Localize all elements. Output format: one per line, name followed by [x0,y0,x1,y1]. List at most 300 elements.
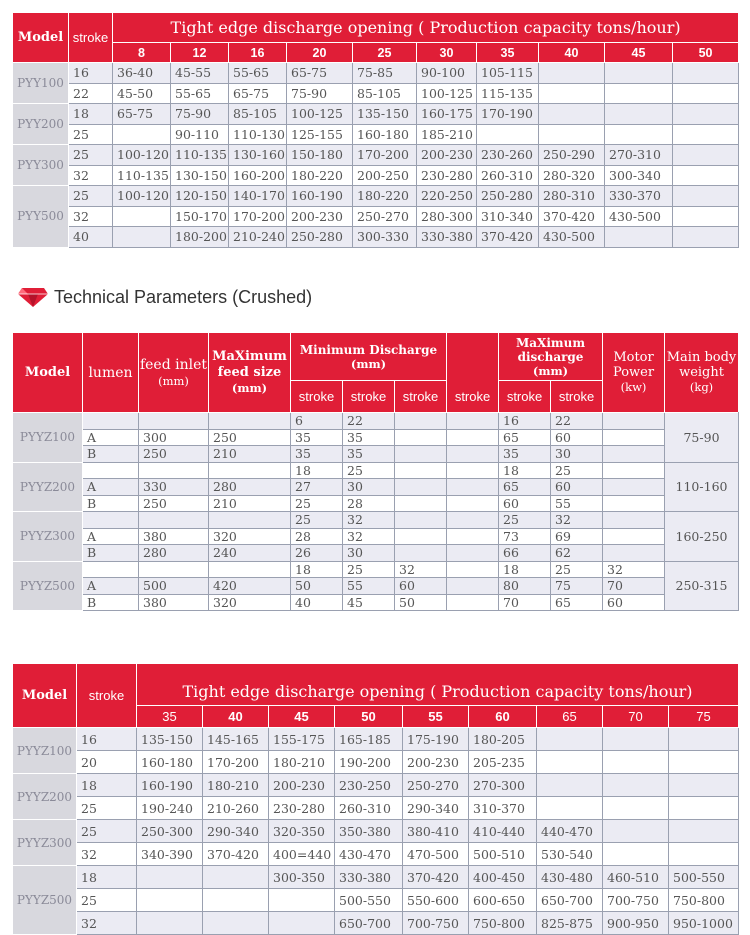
capacity-cell: 310-370 [469,797,537,820]
min-discharge-value: 18 [291,462,343,479]
feed-inlet-value: 300 [139,429,209,446]
discharge-opening-title: Tight edge discharge opening ( Production capacity tons/hour) [113,13,739,43]
max-feed-size-value [209,512,291,529]
stroke-value: 20 [77,751,137,774]
stroke-spacer [447,446,499,463]
capacity-cell: 180-210 [203,774,269,797]
max-discharge-value: 55 [551,495,603,512]
min-discharge-value [395,495,447,512]
max-discharge-value: 65 [551,594,603,611]
capacity-cell: 155-175 [269,728,335,751]
stroke-value: 25 [69,186,113,207]
model-header: Model [13,13,69,63]
model-name: PYYZ100 [13,413,83,463]
capacity-cell [539,124,605,145]
capacity-cell: 90-110 [171,124,229,145]
capacity-cell: 290-340 [403,797,469,820]
min-discharge-value: 25 [291,495,343,512]
capacity-cell: 400-450 [469,866,537,889]
min-discharge-value: 40 [291,594,343,611]
stroke-value: 18 [77,866,137,889]
capacity-cell: 270-310 [605,145,673,166]
min-discharge-value [395,413,447,430]
capacity-cell: 170-200 [203,751,269,774]
capacity-cell: 45-55 [171,63,229,84]
table-row [13,206,739,227]
feed-inlet-label: feed inlet [139,356,208,373]
capacity-cell: 210-260 [203,797,269,820]
lumen-value: B [83,446,139,463]
capacity-cell: 185-210 [417,124,477,145]
min-discharge-value [395,446,447,463]
table-row [13,843,739,866]
capacity-cell: 250-280 [287,227,353,248]
capacity-cell: 115-135 [477,83,539,104]
model-name: PYYZ500 [13,866,77,935]
min-discharge-value [395,545,447,562]
capacity-cell [673,206,739,227]
capacity-cell: 280-310 [539,186,605,207]
capacity-cell: 430-500 [605,206,673,227]
capacity-cell [113,227,171,248]
stroke-value: 32 [69,165,113,186]
model-name: PYYZ200 [13,774,77,820]
model-header: Model [13,333,83,413]
column-header-60: 60 [469,706,537,728]
max-discharge-value: 25 [551,462,603,479]
stroke-subheader: stroke [499,381,551,413]
capacity-cell: 900-950 [603,912,669,935]
capacity-cell [605,104,673,125]
column-header-8: 8 [113,43,171,63]
capacity-cell [673,145,739,166]
column-header-12: 12 [171,43,229,63]
capacity-cell: 470-500 [403,843,469,866]
max-discharge-value: 80 [499,578,551,595]
capacity-cell: 205-235 [469,751,537,774]
capacity-cell: 180-220 [287,165,353,186]
max-discharge-value: 60 [551,429,603,446]
capacity-cell [137,912,203,935]
feed-inlet-value: 250 [139,495,209,512]
capacity-cell [477,124,539,145]
capacity-cell: 430-500 [539,227,605,248]
capacity-cell [137,866,203,889]
capacity-cell: 175-190 [403,728,469,751]
capacity-cell: 460-510 [603,866,669,889]
stroke-spacer [447,578,499,595]
capacity-cell: 85-105 [229,104,287,125]
table-row [13,83,739,104]
min-discharge-value: 26 [291,545,343,562]
capacity-cell: 180-210 [269,751,335,774]
max-discharge-value [603,413,665,430]
capacity-cell: 700-750 [603,889,669,912]
capacity-cell: 100-125 [417,83,477,104]
stroke-spacer [447,495,499,512]
capacity-cell [539,83,605,104]
section-heading [18,285,312,309]
capacity-cell [203,912,269,935]
feed-inlet-value [139,462,209,479]
capacity-cell: 145-165 [203,728,269,751]
column-header-50: 50 [335,706,403,728]
capacity-cell: 180-205 [469,728,537,751]
stroke-value: 22 [69,83,113,104]
capacity-cell [539,104,605,125]
capacity-cell: 330-380 [417,227,477,248]
capacity-cell [669,751,739,774]
stroke-value: 18 [77,774,137,797]
capacity-cell [113,124,171,145]
capacity-cell: 220-250 [417,186,477,207]
capacity-cell: 140-170 [229,186,287,207]
max-discharge-value: 18 [499,561,551,578]
motor-power-header [603,333,665,413]
table-row [13,512,739,529]
capacity-cell: 350-380 [335,820,403,843]
stroke-header: stroke [77,664,137,728]
max-discharge-value [603,495,665,512]
capacity-cell: 200-230 [269,774,335,797]
capacity-cell: 130-160 [229,145,287,166]
capacity-cell: 430-470 [335,843,403,866]
max-discharge-value: 32 [603,561,665,578]
capacity-cell: 750-800 [469,912,537,935]
model-name: PYYZ100 [13,728,77,774]
feed-inlet-value: 380 [139,594,209,611]
capacity-cell [669,820,739,843]
max-discharge-value: 65 [499,429,551,446]
min-discharge-value [395,429,447,446]
capacity-cell: 370-420 [203,843,269,866]
main-body-weight-header [665,333,739,413]
capacity-cell [603,728,669,751]
table-row [13,186,739,207]
stroke-spacer [447,545,499,562]
capacity-cell [537,797,603,820]
table-row [13,104,739,125]
table-row [13,751,739,774]
table-row [13,797,739,820]
table-row [13,446,739,463]
capacity-cell: 190-200 [335,751,403,774]
table-row [13,165,739,186]
feed-inlet-value [139,413,209,430]
column-header-70: 70 [603,706,669,728]
capacity-cell: 230-280 [269,797,335,820]
column-header-40: 40 [539,43,605,63]
table-row [13,479,739,496]
capacity-cell: 230-260 [477,145,539,166]
capacity-cell: 370-420 [539,206,605,227]
capacity-cell: 825-875 [537,912,603,935]
section-title: Technical Parameters (Crushed) [54,286,313,307]
capacity-cell: 200-230 [287,206,353,227]
max-discharge-value: 30 [551,446,603,463]
min-discharge-value [395,462,447,479]
min-discharge-value: 35 [291,429,343,446]
model-name: PYYZ500 [13,561,83,611]
lumen-value [83,561,139,578]
column-header-75: 75 [669,706,739,728]
capacity-cell: 500-510 [469,843,537,866]
table-row [13,413,739,430]
min-discharge-header [291,333,447,381]
stroke-spacer [447,561,499,578]
mm-unit: (mm) [231,380,268,395]
column-header-30: 30 [417,43,477,63]
capacity-cell: 750-800 [669,889,739,912]
max-feed-size-value: 210 [209,495,291,512]
capacity-cell: 250-290 [539,145,605,166]
max-discharge-value: 22 [551,413,603,430]
min-discharge-value [395,479,447,496]
stroke-value: 40 [69,227,113,248]
model-name: PYY300 [13,145,69,186]
capacity-cell: 270-300 [469,774,537,797]
max-discharge-value: 60 [603,594,665,611]
min-discharge-value: 50 [291,578,343,595]
stroke-subheader: stroke [291,381,343,413]
main-body-weight-label: Main body weight [666,350,737,380]
feed-inlet-value: 250 [139,446,209,463]
max-discharge-value [603,528,665,545]
max-discharge-value: 16 [499,413,551,430]
motor-power-value: 250-315 [665,561,739,611]
capacity-cell: 200-250 [353,165,417,186]
capacity-cell: 165-185 [335,728,403,751]
capacity-cell: 430-480 [537,866,603,889]
capacity-cell [603,843,669,866]
stroke-spacer [447,413,499,430]
capacity-cell [605,124,673,145]
capacity-cell: 65-75 [287,63,353,84]
capacity-cell: 105-115 [477,63,539,84]
kw-unit: (kw) [620,380,647,394]
table-row [13,145,739,166]
model-header: Model [13,664,77,728]
capacity-cell: 180-200 [171,227,229,248]
table-row [13,63,739,84]
capacity-cell [673,124,739,145]
capacity-cell [603,820,669,843]
capacity-cell: 320-350 [269,820,335,843]
max-discharge-value: 25 [551,561,603,578]
capacity-cell: 440-470 [537,820,603,843]
min-discharge-value: 22 [343,413,395,430]
max-discharge-header [499,333,603,381]
motor-power-value: 110-160 [665,462,739,512]
min-discharge-value: 25 [343,561,395,578]
stroke-spacer [447,512,499,529]
capacity-cell: 180-220 [353,186,417,207]
max-discharge-value [603,545,665,562]
min-discharge-value: 60 [395,578,447,595]
max-discharge-value: 35 [499,446,551,463]
capacity-cell: 160-180 [137,751,203,774]
capacity-cell: 170-200 [229,206,287,227]
capacity-cell [603,797,669,820]
table-row [13,889,739,912]
min-discharge-value [395,528,447,545]
capacity-cell [537,774,603,797]
column-header-16: 16 [229,43,287,63]
lumen-value [83,462,139,479]
table-row [13,912,739,935]
mm-unit: (mm) [350,356,387,371]
model-name: PYY200 [13,104,69,145]
stroke-header: stroke [69,13,113,63]
capacity-cell: 340-390 [137,843,203,866]
feed-inlet-header [139,333,209,413]
capacity-cell: 100-125 [287,104,353,125]
capacity-cell: 230-280 [417,165,477,186]
min-discharge-value: 28 [343,495,395,512]
capacity-cell: 55-65 [171,83,229,104]
lumen-header: lumen [83,333,139,413]
table-row [13,728,739,751]
table-row [13,124,739,145]
capacity-cell: 75-85 [353,63,417,84]
capacity-cell: 300-340 [605,165,673,186]
capacity-cell: 170-200 [353,145,417,166]
capacity-cell: 950-1000 [669,912,739,935]
capacity-cell: 85-105 [353,83,417,104]
column-header-45: 45 [269,706,335,728]
stroke-value: 16 [77,728,137,751]
stroke-spacer [447,479,499,496]
capacity-cell: 135-150 [137,728,203,751]
capacity-cell: 300-330 [353,227,417,248]
min-discharge-value: 30 [343,545,395,562]
table-row [13,227,739,248]
feed-inlet-value: 380 [139,528,209,545]
table-row [13,495,739,512]
max-discharge-value: 66 [499,545,551,562]
stroke-spacer [447,429,499,446]
capacity-cell [537,751,603,774]
capacity-cell [137,889,203,912]
min-discharge-value: 45 [343,594,395,611]
lumen-value: A [83,578,139,595]
capacity-table-pyy [12,12,739,248]
capacity-cell: 330-380 [335,866,403,889]
capacity-cell: 500-550 [669,866,739,889]
capacity-cell: 135-150 [353,104,417,125]
max-discharge-value [603,512,665,529]
capacity-cell: 150-170 [171,206,229,227]
column-header-45: 45 [605,43,673,63]
stroke-subheader: stroke [343,381,395,413]
min-discharge-value: 32 [343,512,395,529]
capacity-cell: 310-340 [477,206,539,227]
table-row [13,578,739,595]
max-feed-size-value [209,413,291,430]
min-discharge-value: 25 [291,512,343,529]
capacity-cell [673,104,739,125]
min-discharge-value [395,512,447,529]
capacity-cell: 380-410 [403,820,469,843]
min-discharge-value: 55 [343,578,395,595]
max-feed-size-value [209,462,291,479]
capacity-cell [203,889,269,912]
capacity-cell: 36-40 [113,63,171,84]
stroke-value: 25 [77,820,137,843]
stroke-subheader: stroke [551,381,603,413]
table-row [13,429,739,446]
max-discharge-value: 73 [499,528,551,545]
capacity-cell: 110-135 [113,165,171,186]
max-discharge-value: 32 [551,512,603,529]
stroke-value: 32 [77,912,137,935]
capacity-cell: 300-350 [269,866,335,889]
column-header-25: 25 [353,43,417,63]
capacity-cell [603,774,669,797]
diamond-gem-icon [18,286,48,308]
capacity-cell: 700-750 [403,912,469,935]
max-discharge-value: 60 [551,479,603,496]
max-feed-size-value: 420 [209,578,291,595]
technical-parameters-table [12,332,739,611]
capacity-cell: 120-150 [171,186,229,207]
min-discharge-value: 30 [343,479,395,496]
max-discharge-value: 70 [603,578,665,595]
kg-unit: (kg) [689,380,714,394]
capacity-cell: 260-310 [335,797,403,820]
model-name: PYYZ200 [13,462,83,512]
min-discharge-value: 27 [291,479,343,496]
stroke-spacer [447,462,499,479]
capacity-cell [537,728,603,751]
capacity-cell: 370-420 [477,227,539,248]
table-row [13,866,739,889]
motor-power-value: 75-90 [665,413,739,463]
capacity-cell: 250-270 [353,206,417,227]
min-discharge-label: Minimum Discharge [299,342,438,357]
capacity-cell [673,63,739,84]
capacity-cell: 650-700 [537,889,603,912]
max-discharge-value: 18 [499,462,551,479]
capacity-cell: 55-65 [229,63,287,84]
max-discharge-label: MaXimum discharge [515,335,586,364]
feed-inlet-value: 330 [139,479,209,496]
capacity-cell: 170-190 [477,104,539,125]
capacity-cell [669,843,739,866]
min-discharge-value: 35 [343,429,395,446]
capacity-cell: 160-190 [287,186,353,207]
table-row [13,528,739,545]
capacity-cell: 110-135 [171,145,229,166]
capacity-cell [669,797,739,820]
capacity-cell: 330-370 [605,186,673,207]
capacity-cell: 190-240 [137,797,203,820]
capacity-cell [673,186,739,207]
min-discharge-value: 28 [291,528,343,545]
capacity-cell [113,206,171,227]
feed-inlet-value: 500 [139,578,209,595]
motor-power-label: Motor Power [612,350,655,380]
capacity-cell: 550-600 [403,889,469,912]
capacity-cell [673,165,739,186]
stroke-value: 18 [69,104,113,125]
model-name: PYY500 [13,186,69,248]
mm-unit: (mm) [158,373,189,388]
capacity-cell: 280-300 [417,206,477,227]
capacity-table-pyyz [12,663,739,935]
capacity-cell: 210-240 [229,227,287,248]
model-name: PYY100 [13,63,69,104]
